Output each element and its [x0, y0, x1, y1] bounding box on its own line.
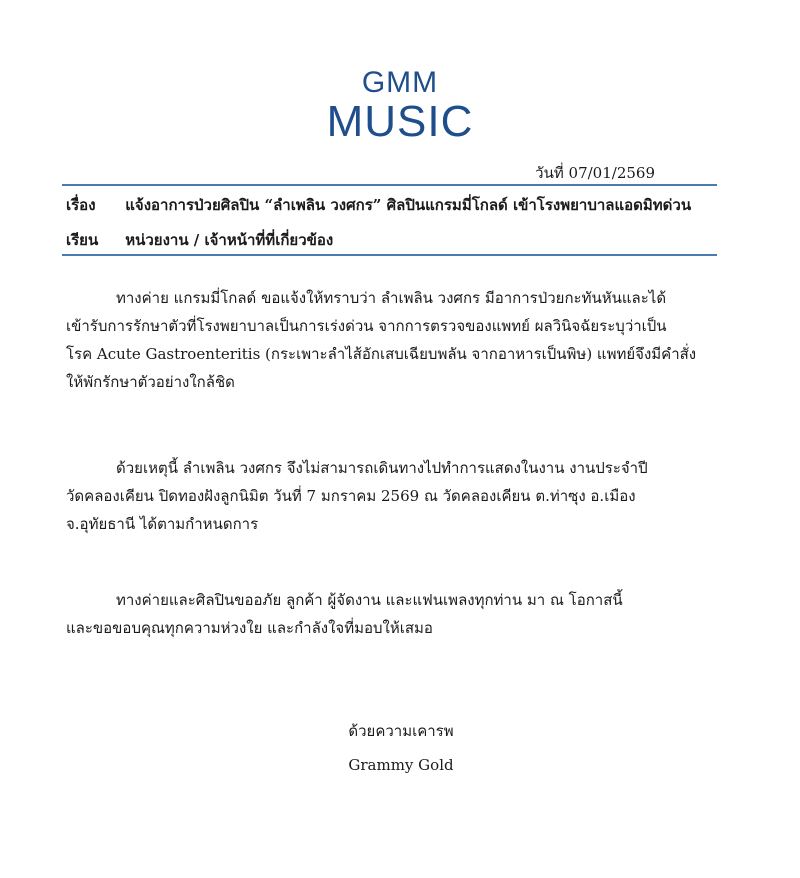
- header-divider-top: [62, 184, 717, 186]
- recipient-key: เรียน: [66, 231, 99, 249]
- closing-block: [0, 714, 800, 782]
- paragraph-line: ด้วยเหตุนี้ ลำเพลิน วงศกร จึงไม่สามารถเดินทางไปทำการแสดงในงาน งานประจำปี: [116, 459, 648, 477]
- paragraph-cancellation: [66, 454, 726, 538]
- date-line: [535, 161, 655, 185]
- signer-name: Grammy Gold: [348, 756, 454, 774]
- paragraph-line: วัดคลองเคียน ปิดทองฝังลูกนิมิต วันที่ 7 มกราคม 2569 ณ วัดคลองเคียน ต.ท่าซุง อ.เมือง: [66, 487, 636, 505]
- paragraph-line: โรค Acute Gastroenteritis (กระเพาะลำไส้อักเสบเฉียบพลัน จากอาหารเป็นพิษ) แพทย์จึงมีคำสั่ง: [66, 345, 697, 363]
- subject-key: เรื่อง: [66, 196, 96, 214]
- date-label: วันที่: [535, 164, 564, 182]
- logo-line-music: MUSIC: [326, 97, 474, 146]
- paragraph-line: ทางค่าย แกรมมี่โกลด์ ขอแจ้งให้ทราบว่า ลำเพลิน วงศกร มีอาการป่วยกะทันหันและได้: [116, 289, 667, 307]
- paragraph-apology: [66, 586, 726, 642]
- subject-text: แจ้งอาการป่วยศิลปิน “ลำเพลิน วงศกร” ศิลปินแกรมมี่โกลด์ เข้าโรงพยาบาลแอดมิทด่วน: [125, 196, 692, 214]
- gmm-music-logo: [0, 68, 800, 144]
- paragraph-line: จ.อุทัยธานี ได้ตามกำหนดการ: [66, 515, 259, 533]
- closing-salutation: ด้วยความเคารพ: [348, 722, 454, 740]
- paragraph-line: เข้ารับการรักษาตัวที่โรงพยาบาลเป็นการเร่งด่วน จากการตรวจของแพทย์ ผลวินิจฉัยระบุว่าเป็น: [66, 317, 667, 335]
- paragraph-announcement: [66, 284, 726, 396]
- paragraph-line: ทางค่ายและศิลปินขออภัย ลูกค้า ผู้จัดงาน และแฟนเพลงทุกท่าน มา ณ โอกาสนี้: [116, 591, 623, 609]
- logo-line-gmm: GMM: [361, 66, 439, 99]
- recipient-text: หน่วยงาน / เจ้าหน้าที่ที่เกี่ยวข้อง: [125, 231, 334, 249]
- subject-row: [66, 193, 691, 217]
- paragraph-line: และขอขอบคุณทุกความห่วงใย และกำลังใจที่มอบให้เสมอ: [66, 619, 433, 637]
- header-divider-bottom: [62, 254, 717, 256]
- recipient-row: [66, 228, 333, 252]
- date-value: 07/01/2569: [568, 164, 655, 182]
- paragraph-line: ให้พักรักษาตัวอย่างใกล้ชิด: [66, 373, 235, 391]
